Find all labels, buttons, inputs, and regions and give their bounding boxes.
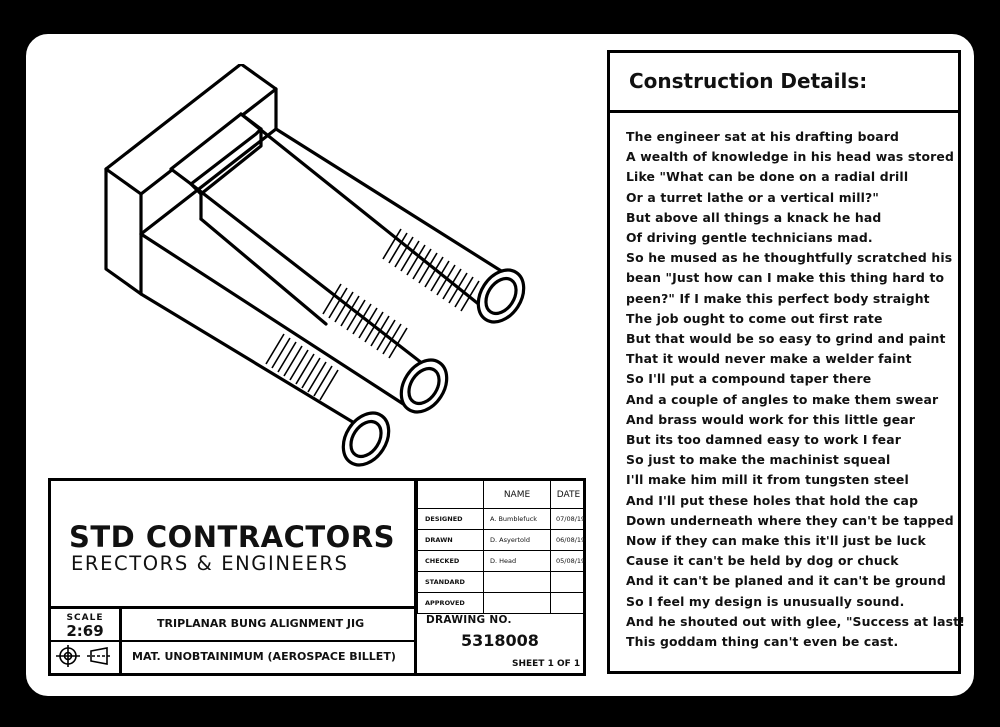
impossible-trident-bolt-icon [86, 64, 586, 494]
poem-line: Of driving gentle technicians mad. [626, 230, 873, 246]
signoff-table [417, 481, 586, 614]
details-title: Construction Details: [610, 53, 958, 113]
signoff-row [418, 593, 587, 614]
company-name: STD CONTRACTORS [69, 520, 396, 554]
poem-line: But that would be so easy to grind and paint [626, 331, 946, 347]
signoff-role: CHECKED [418, 551, 484, 572]
poem-line: bean "Just how can I make this thing hard to [626, 270, 945, 286]
poem-line: Now if they can make this it'll just be luck [626, 533, 926, 549]
material: MAT. UNOBTAINIMUM (AEROSPACE BILLET) [122, 642, 417, 673]
signoff-name: A. Bumblefuck [484, 509, 551, 530]
poem-line: And brass would work for this little gear [626, 411, 916, 427]
signoff-role: DRAWN [418, 530, 484, 551]
signoff-row [418, 509, 587, 530]
poem-line: Down underneath where they can't be tapped [626, 512, 954, 528]
drawing-sheet [22, 30, 978, 700]
poem-line: The engineer sat at his drafting board [626, 129, 900, 144]
poem-line: So he mused as he thoughtfully scratched his [626, 250, 953, 266]
company-box [51, 481, 417, 609]
signoff-date [551, 572, 587, 593]
signoff-date [551, 593, 587, 614]
signoff-row [418, 551, 587, 572]
scale-value: 2:69 [66, 622, 104, 640]
poem-line: And I'll put these holes that hold the cap [626, 492, 919, 508]
poem-line: I'll make him mill it from tungsten steel [626, 472, 909, 488]
scale-label: SCALE [66, 613, 104, 623]
poem-line: The job ought to come out first rate [626, 310, 883, 326]
poem-line: But its too damned easy to work I fear [626, 432, 901, 448]
signoff-row [418, 530, 587, 551]
signoff-role: STANDARD [418, 572, 484, 593]
poem-lines [626, 127, 965, 652]
signoff-header-role [418, 481, 484, 509]
signoff-header-row [418, 481, 587, 509]
poem-line: Cause it can't be held by dog or chuck [626, 553, 899, 569]
poem-line: peen?" If I make this perfect body straight [626, 290, 930, 306]
title-block [48, 478, 586, 676]
signoff-header-name: NAME [484, 481, 551, 509]
part-name: TRIPLANAR BUNG ALIGNMENT JIG [122, 609, 417, 642]
poem-line: Or a turret lathe or a vertical mill?" [626, 189, 879, 205]
poem-line: A wealth of knowledge in his head was stored [626, 149, 954, 165]
third-angle-projection-icon [51, 642, 119, 670]
drawing-number: 5318008 [461, 631, 539, 650]
signoff-name: D. Asyertold [484, 530, 551, 551]
projection-box [51, 642, 122, 673]
signoff-header-date: DATE [551, 481, 587, 509]
company-subtitle: ERECTORS & ENGINEERS [71, 552, 349, 575]
poem-line: And he shouted out with glee, "Success at last! [626, 613, 966, 629]
construction-details-panel [607, 50, 966, 674]
poem-line: So just to make the machinist squeal [626, 452, 891, 468]
poem-line: This goddam thing can't even be cast. [626, 634, 899, 650]
scale-box [51, 609, 122, 642]
signoff-date: 06/08/19 [551, 530, 587, 551]
signoff-date: 07/08/19 [551, 509, 587, 530]
poem-line: And a couple of angles to make them swear [626, 391, 939, 407]
signoff-name: D. Head [484, 551, 551, 572]
drawing-no-label: DRAWING NO. [426, 614, 512, 626]
sheet-number: SHEET 1 OF 1 [512, 659, 581, 669]
signoff-role: APPROVED [418, 593, 484, 614]
signoff-date: 05/08/19 [551, 551, 587, 572]
poem-line: And it can't be planed and it can't be ground [626, 573, 946, 589]
signoff-name [484, 593, 551, 614]
poem-line: So I'll put a compound taper there [626, 371, 872, 387]
poem-line: That it would never make a welder faint [626, 351, 912, 367]
poem-line: But above all things a knack he had [626, 209, 882, 225]
signoff-row [418, 572, 587, 593]
signoff-role: DESIGNED [418, 509, 484, 530]
poem-line: Like "What can be done on a radial drill [626, 169, 909, 185]
signoff-name [484, 572, 551, 593]
poem-line: So I feel my design is unusually sound. [626, 593, 905, 609]
